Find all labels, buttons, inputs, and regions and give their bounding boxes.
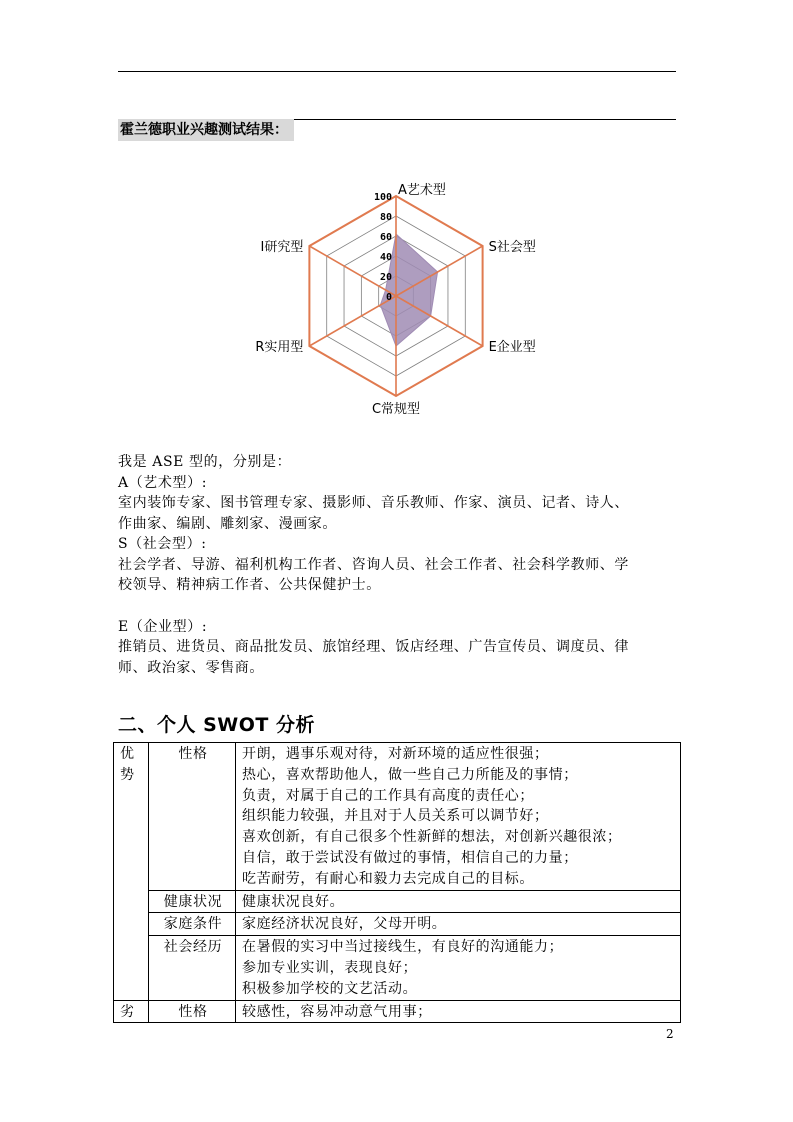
swot-heading: 二、个人 SWOT 分析 <box>118 714 315 736</box>
radar-tick-label: 0 <box>385 292 392 303</box>
table-row <box>114 913 681 936</box>
strength-item-personality: 性格 <box>149 743 236 891</box>
page-number: 2 <box>666 1027 674 1041</box>
weakness-label-cell: 劣 <box>114 1000 149 1023</box>
career-types-text <box>118 452 678 678</box>
strength-item-health: 健康状况 <box>149 890 236 913</box>
type-e-line-1: 推销员、进货员、商品批发员、旅馆经理、饭店经理、广告宣传员、调度员、律 <box>118 639 629 655</box>
table-row <box>114 743 681 891</box>
table-row <box>114 1000 681 1023</box>
desc-line: 家庭经济状况良好，父母开明。 <box>242 916 447 933</box>
radar-spoke <box>309 296 396 346</box>
holland-radar-chart <box>230 168 570 428</box>
radar-tick-label: 40 <box>379 252 392 263</box>
desc-line: 在暑假的实习中当过接线生，有良好的沟通能力； <box>242 939 564 956</box>
strength-label-cell <box>114 743 149 1001</box>
header-rule <box>118 71 676 72</box>
type-e-line-2: 师、政治家、零售商。 <box>118 659 264 676</box>
radar-data-area <box>380 234 437 346</box>
radar-axis-label: R实用型 <box>255 340 304 355</box>
radar-tick-label: 100 <box>373 192 392 203</box>
desc-line: 喜欢创新，有自己很多个性新鲜的想法，对创新兴趣很浓； <box>242 829 622 846</box>
radar-tick-label: 80 <box>379 212 392 223</box>
radar-axis-label: C常规型 <box>371 402 421 417</box>
radar-axis-label: E企业型 <box>488 340 536 355</box>
radar-tick-label: 20 <box>379 272 392 283</box>
swot-table <box>113 742 681 1023</box>
desc-line: 健康状况良好。 <box>242 893 345 910</box>
strength-desc-family <box>236 913 681 936</box>
desc-line: 积极参加学校的文艺活动。 <box>242 980 418 997</box>
strength-desc-experience <box>236 936 681 1000</box>
intro-line: 我是 ASE 型的，分别是： <box>118 454 292 470</box>
type-a-heading: A（艺术型）: <box>118 474 208 491</box>
result-title: 霍兰德职业兴趣测试结果： <box>118 119 294 141</box>
paragraph-gap <box>118 596 678 617</box>
table-row <box>114 936 681 1000</box>
desc-line: 参加专业实训，表现良好； <box>242 959 418 976</box>
radar-axis-label: S社会型 <box>488 240 536 255</box>
type-s-line-2: 校领导、精神病工作者、公共保健护士。 <box>118 577 381 593</box>
desc-line: 开朗，遇事乐观对待，对新环境的适应性很强； <box>242 746 549 762</box>
type-a-line-1: 室内装饰专家、图书管理专家、摄影师、音乐教师、作家、演员、记者、诗人、 <box>118 495 629 511</box>
desc-line: 自信，敢于尝试没有做过的事情，相信自己的力量； <box>242 849 578 866</box>
weakness-item-personality: 性格 <box>149 1000 236 1023</box>
strength-desc-health <box>236 890 681 913</box>
radar-axis-label: I研究型 <box>260 240 304 255</box>
type-a-line-2: 作曲家、编剧、雕刻家、漫画家。 <box>118 515 337 532</box>
radar-axis-label: A艺术型 <box>398 183 446 198</box>
desc-line: 热心，喜欢帮助他人，做一些自己力所能及的事情； <box>242 766 578 783</box>
strength-item-family: 家庭条件 <box>149 913 236 936</box>
strength-label-char-2: 势 <box>120 766 135 783</box>
strength-desc-personality <box>236 743 681 891</box>
table-row <box>114 890 681 913</box>
strength-item-experience: 社会经历 <box>149 936 236 1000</box>
strength-label-char-1: 优 <box>120 746 135 762</box>
desc-line: 较感性，容易冲动意气用事； <box>242 1003 432 1020</box>
type-s-heading: S（社会型）: <box>118 536 207 552</box>
desc-line: 负责，对属于自己的工作具有高度的责任心； <box>242 787 534 804</box>
type-e-heading: E（企业型）: <box>118 618 208 635</box>
weakness-desc-personality <box>236 1000 681 1023</box>
radar-tick-label: 60 <box>379 232 392 243</box>
type-s-line-1: 社会学者、导游、福利机构工作者、咨询人员、社会工作者、社会科学教师、学 <box>118 556 629 573</box>
desc-line: 吃苦耐劳，有耐心和毅力去完成自己的目标。 <box>242 870 534 887</box>
desc-line: 组织能力较强，并且对于人员关系可以调节好； <box>242 808 549 825</box>
